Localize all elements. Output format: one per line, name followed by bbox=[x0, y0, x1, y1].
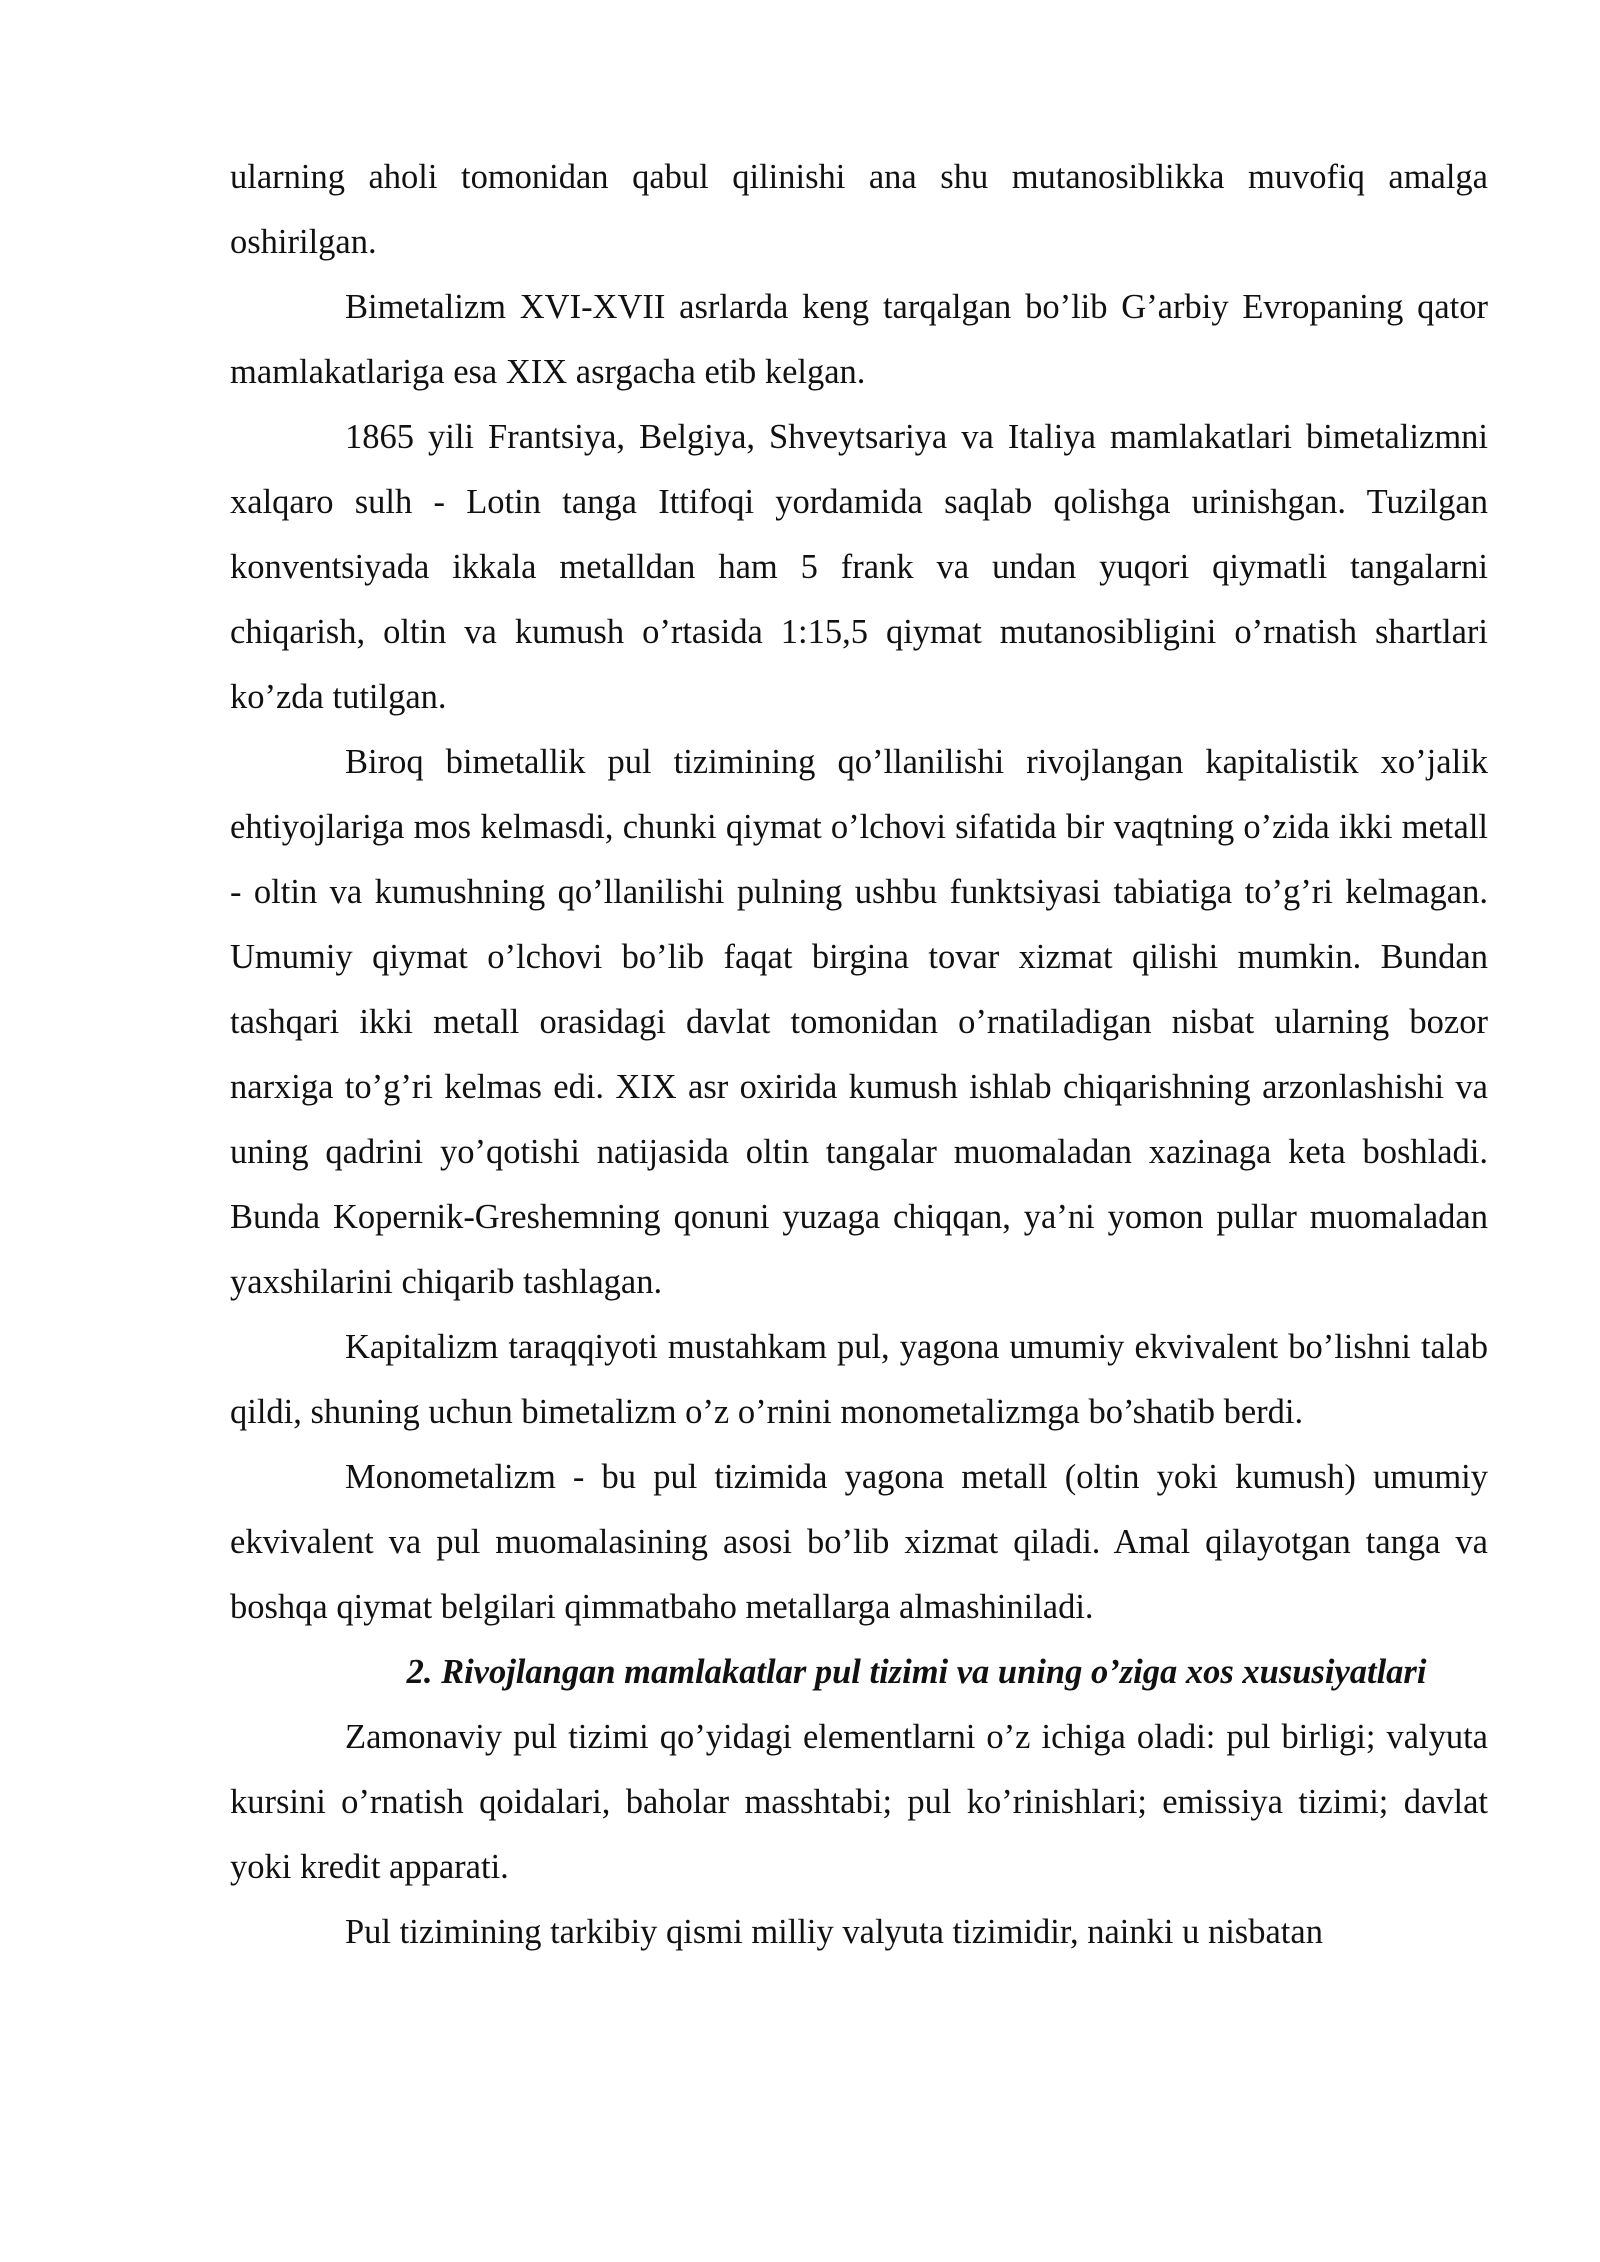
section-heading: 2. Rivojlangan mamlakatlar pul tizimi va uning o’ziga xos xususiyatlari bbox=[406, 1653, 1427, 1691]
paragraph-zamonaviy: Zamonaviy pul tizimi qo’yidagi elementlarni o’z ichiga oladi: pul birligi; valyuta kursini o’rnatish qoidalari, baholar masshtabi; pul ko’rinishlari; emissiya tizimi; davlat yoki kredit apparati. bbox=[230, 1718, 1488, 1886]
paragraph-monometalizm: Monometalizm - bu pul tizimida yagona metall (oltin yoki kumush) umumiy ekvivalent va pul muomalasining asosi bo’lib xizmat qiladi. Amal qilayotgan tanga va boshqa qiymat belgilari qimmatbaho metallarga almashiniladi. bbox=[230, 1458, 1488, 1626]
paragraph-kapitalizm: Kapitalizm taraqqiyoti mustahkam pul, yagona umumiy ekvivalent bo’lishni talab qildi, shuning uchun bimetalizm o’z o’rnini monometalizmga bo’shatib berdi. bbox=[230, 1328, 1488, 1431]
paragraph-latin-union: 1865 yili Frantsiya, Belgiya, Shveytsariya va Italiya mamlakatlari bimetalizmni xalqaro sulh - Lotin tanga Ittifoqi yordamida saqlab qolishga urinishgan. Tuzilgan konventsiyada ikkala metalldan ham 5 frank va undan yuqori qiymatli tangalarni chiqarish, oltin va kumush o’rtasida 1:15,5 qiymat mutanosibligini o’rnatish shartlari ko’zda tutilgan. bbox=[230, 418, 1488, 716]
paragraph-continuation: ularning aholi tomonidan qabul qilinishi ana shu mutanosiblikka muvofiq amalga oshirilgan. bbox=[230, 158, 1488, 261]
paragraph-biroq: Biroq bimetallik pul tizimining qo’llanilishi rivojlangan kapitalistik xo’jalik ehtiyojlariga mos kelmasdi, chunki qiymat o’lchovi sifatida bir vaqtning o’zida ikki metall - oltin va kumushning qo’llanilishi pulning ushbu funktsiyasi tabiatiga to’g’ri kelmagan. Umumiy qiymat o’lchovi bo’lib faqat birgina tovar xizmat qilishi mumkin. Bundan tashqari ikki metall orasidagi davlat tomonidan o’rnatiladigan nisbat ularning bozor narxiga to’g’ri kelmas edi. XIX asr oxirida kumush ishlab chiqarishning arzonlashishi va uning qadrini yo’qotishi natijasida oltin tangalar muomaladan xazinaga keta boshladi. Bunda Kopernik-Greshemning qonuni yuzaga chiqqan, ya’ni yomon pullar muomaladan yaxshilarini chiqarib tashlagan. bbox=[230, 743, 1488, 1301]
paragraph-pul-tizimi: Pul tizimining tarkibiy qismi milliy valyuta tizimidir, nainki u nisbatan bbox=[345, 1913, 1323, 1951]
document-page bbox=[230, 145, 1488, 1965]
paragraph-bimetalizm: Bimetalizm XVI-XVII asrlarda keng tarqalgan bo’lib G’arbiy Evropaning qator mamlakatlariga esa XIX asrgacha etib kelgan. bbox=[230, 288, 1488, 391]
